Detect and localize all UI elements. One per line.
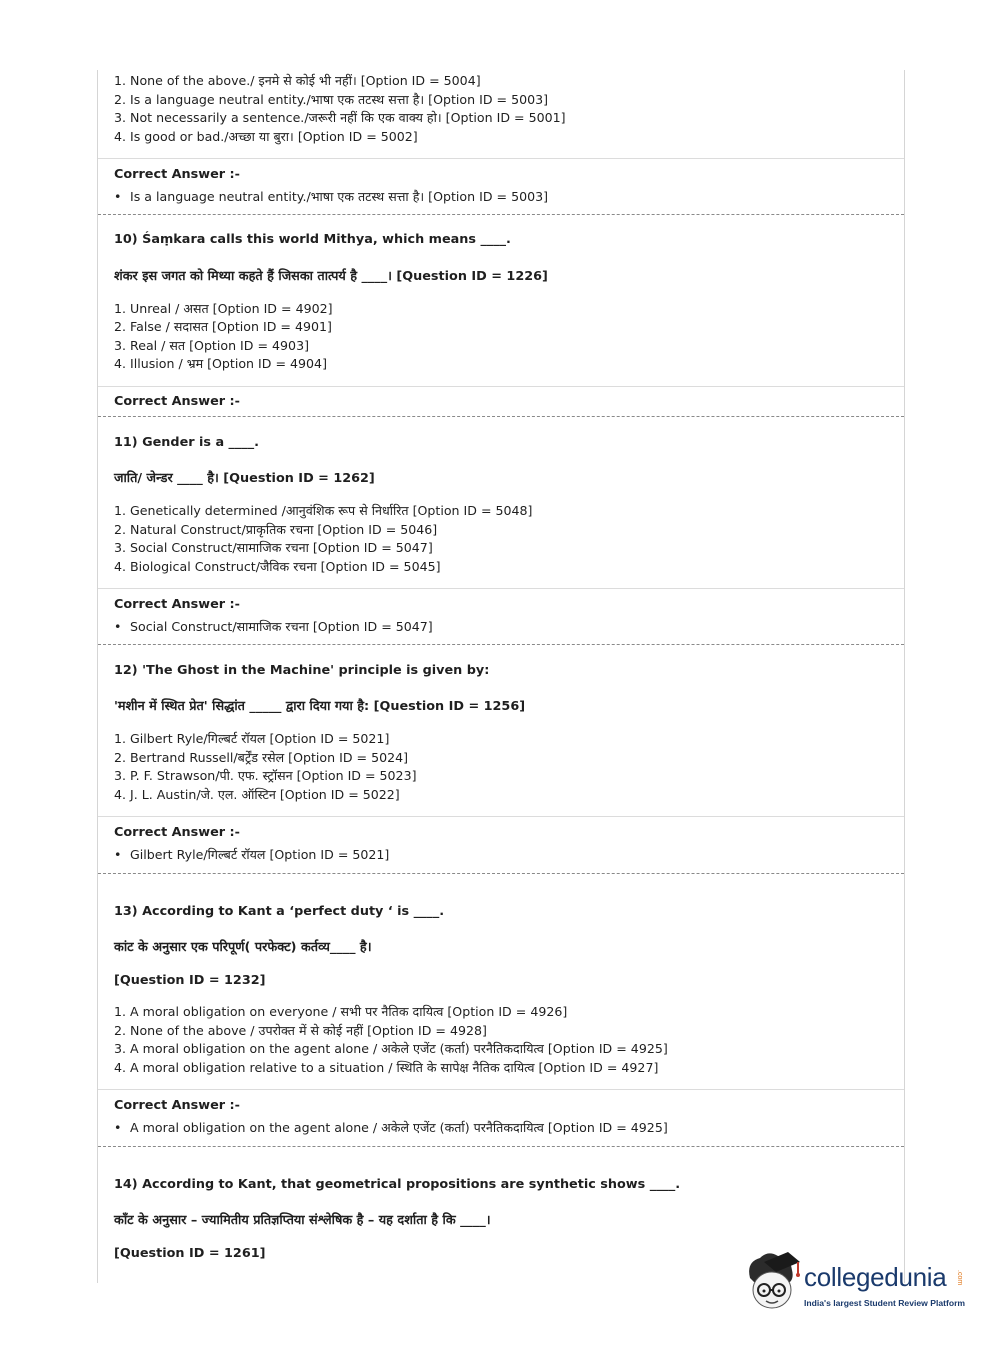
q10-option-2: 2. False / सदासत [Option ID = 4901]	[114, 319, 332, 334]
q13-option-3: 3. A moral obligation on the agent alone / अकेले एजेंट (कर्ता) परनैतिकदायित्व [Option ID = 4925]	[114, 1041, 668, 1056]
q13-question-english: 13) According to Kant a ‘perfect duty ‘ is ____.	[114, 904, 445, 919]
q9-option-2: 2. Is a language neutral entity./भाषा एक तटस्थ सत्ता है। [Option ID = 5003]	[114, 92, 549, 107]
question-separator	[98, 644, 904, 645]
logo-tagline: India's largest Student Review Platform	[804, 1298, 966, 1308]
q9-option-4: 4. Is good or bad./अच्छा या बुरा। [Option ID = 5002]	[114, 129, 418, 144]
q12-question-hindi: 'मशीन में स्थित प्रेत' सिद्धांत _____ द्वारा दिया गया है: [Question ID = 1256]	[114, 699, 526, 714]
q9-correct-answer: • Is a language neutral entity./भाषा एक तटस्थ सत्ता है। [Option ID = 5003]	[114, 188, 548, 205]
q12-correct-answer-label: Correct Answer :-	[114, 825, 240, 840]
q12-question-english: 12) 'The Ghost in the Machine' principle is given by:	[114, 663, 490, 678]
q14-question-english: 14) According to Kant, that geometrical propositions are synthetic shows ____.	[114, 1177, 681, 1192]
q13-correct-answer-label: Correct Answer :-	[114, 1098, 240, 1113]
q12-correct-answer: • Gilbert Ryle/गिल्बर्ट रॉयल [Option ID = 5021]	[114, 846, 389, 863]
q11-option-2: 2. Natural Construct/प्राकृतिक रचना [Option ID = 5046]	[114, 522, 438, 537]
q10-option-4: 4. Illusion / भ्रम [Option ID = 4904]	[114, 356, 327, 371]
divider	[98, 1089, 904, 1090]
divider	[98, 158, 904, 159]
q10-option-1: 1. Unreal / असत [Option ID = 4902]	[114, 301, 333, 316]
q13-option-1: 1. A moral obligation on everyone / सभी पर नैतिक दायित्व [Option ID = 4926]	[114, 1004, 568, 1019]
q13-correct-answer: • A moral obligation on the agent alone / अकेले एजेंट (कर्ता) परनैतिकदायित्व [Option ID = 4925]	[114, 1119, 668, 1136]
question-separator	[98, 416, 904, 417]
logo-wordmark: collegedunia	[804, 1262, 947, 1292]
exam-page	[97, 70, 905, 1283]
q11-question-english: 11) Gender is a ____.	[114, 435, 260, 450]
q10-option-3: 3. Real / सत [Option ID = 4903]	[114, 338, 309, 353]
q9-option-3: 3. Not necessarily a sentence./जरूरी नहीं कि एक वाक्य हो। [Option ID = 5001]	[114, 110, 566, 125]
q11-option-4: 4. Biological Construct/जैविक रचना [Option ID = 5045]	[114, 559, 441, 574]
q12-option-3: 3. P. F. Strawson/पी. एफ. स्ट्रॉसन [Option ID = 5023]	[114, 768, 417, 783]
q13-option-2: 2. None of the above / उपरोक्त में से कोई नहीं [Option ID = 4928]	[114, 1023, 487, 1038]
q10-question-english: 10) Śaṃkara calls this world Mithya, which means ____.	[114, 232, 511, 247]
divider	[98, 588, 904, 589]
q12-option-1: 1. Gilbert Ryle/गिल्बर्ट रॉयल [Option ID = 5021]	[114, 731, 390, 746]
question-separator	[98, 214, 904, 215]
q11-correct-answer-label: Correct Answer :-	[114, 597, 240, 612]
q14-question-id: [Question ID = 1261]	[114, 1246, 266, 1261]
q10-correct-answer-label: Correct Answer :-	[114, 394, 240, 409]
q12-option-2: 2. Bertrand Russell/बर्ट्रेंड रसेल [Option ID = 5024]	[114, 750, 409, 765]
divider	[98, 816, 904, 817]
q14-question-hindi: कॉंट के अनुसार – ज्यामितीय प्रतिज्ञप्तिया संश्लेषिक है – यह दर्शाता है कि ____।	[114, 1213, 491, 1228]
q13-question-id: [Question ID = 1232]	[114, 973, 266, 988]
q13-option-4: 4. A moral obligation relative to a situation / स्थिति के सापेक्ष नैतिक दायित्व [Option ID = 4927]	[114, 1060, 659, 1075]
q10-question-hindi: शंकर इस जगत को मिथ्या कहते हैं जिसका तात्पर्य है ____। [Question ID = 1226]	[114, 269, 548, 284]
question-separator	[98, 873, 904, 874]
q13-question-hindi: कांट के अनुसार एक परिपूर्ण( परफेक्ट) कर्तव्य____ है।	[114, 940, 372, 955]
collegedunia-logo	[742, 1248, 972, 1320]
q11-question-hindi: जाति/ जेन्डर ____ है। [Question ID = 1262]	[114, 471, 375, 486]
q11-correct-answer: • Social Construct/सामाजिक रचना [Option ID = 5047]	[114, 618, 433, 635]
q11-option-1: 1. Genetically determined /आनुवंशिक रूप से निर्धारित [Option ID = 5048]	[114, 503, 533, 518]
q12-option-4: 4. J. L. Austin/जे. एल. ऑस्टिन [Option ID = 5022]	[114, 787, 400, 802]
question-separator	[98, 1146, 904, 1147]
q9-option-1: 1. None of the above./ इनमे से कोई भी नहीं। [Option ID = 5004]	[114, 73, 481, 88]
divider	[98, 386, 904, 387]
logo-domain-suffix: .com	[956, 1270, 963, 1286]
student-mascot-icon	[742, 1248, 802, 1314]
q11-option-3: 3. Social Construct/सामाजिक रचना [Option ID = 5047]	[114, 540, 433, 555]
q9-correct-answer-label: Correct Answer :-	[114, 167, 240, 182]
